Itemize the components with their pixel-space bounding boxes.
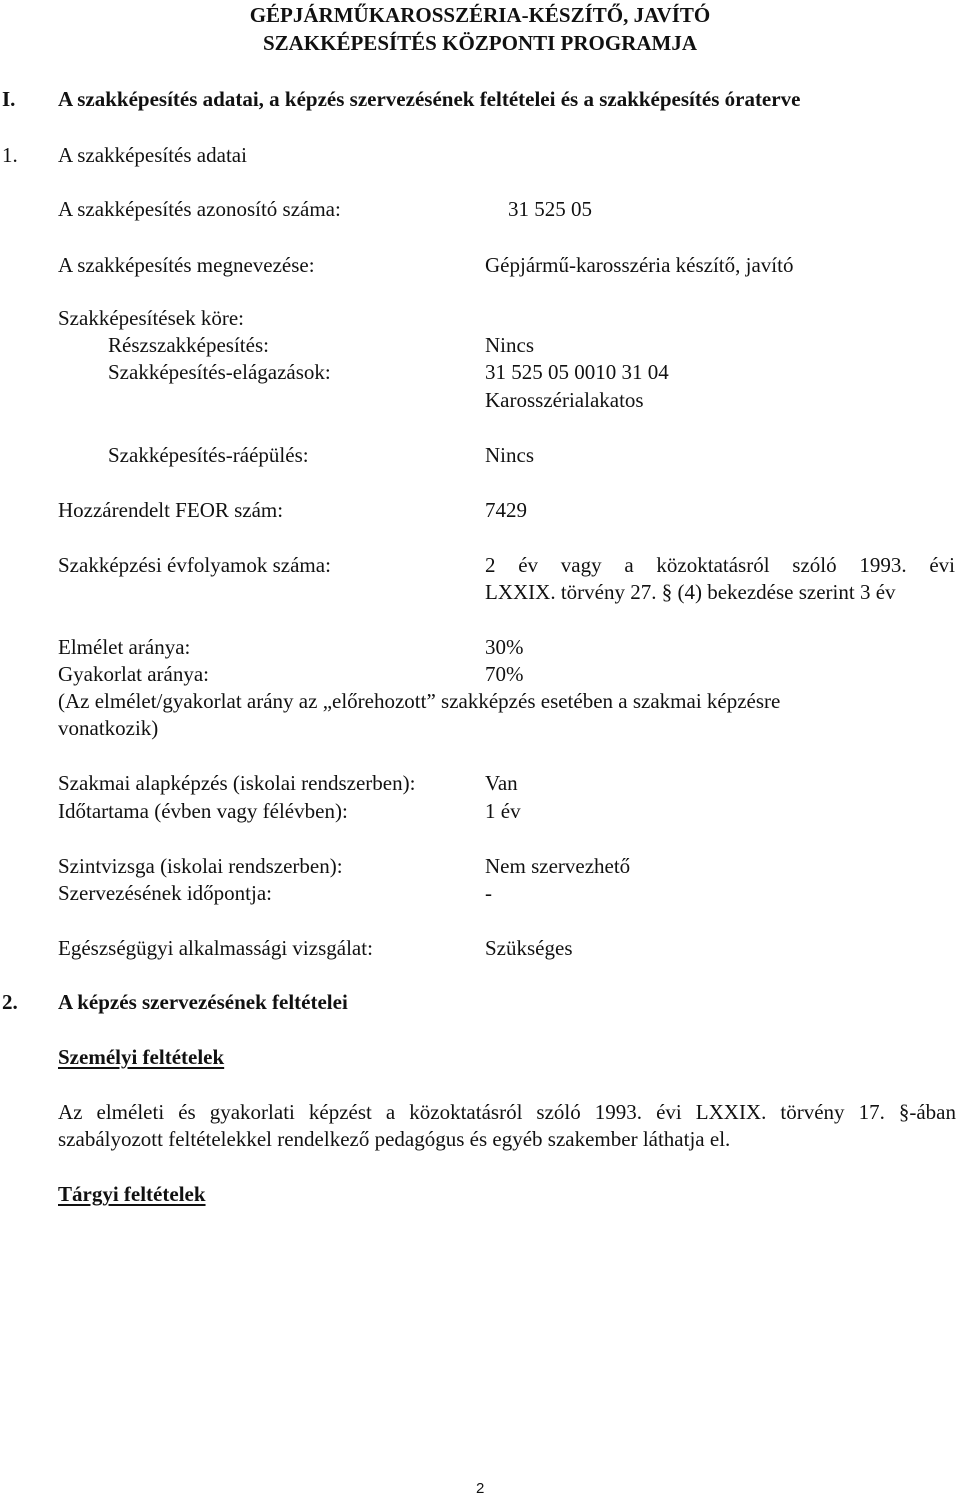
evfolyam-value-line1: 2 év vagy a közoktatásról szóló 1993. évi (485, 553, 955, 577)
egeszseg-value: Szükséges (485, 936, 573, 960)
szemelyi-text-line1: Az elméleti és gyakorlati képzést a közoktatásról szóló 1993. évi LXXIX. törvény 17. §-ában (58, 1100, 956, 1124)
subsection2-number: 2. (2, 990, 18, 1014)
targyi-heading: Tárgyi feltételek (58, 1182, 206, 1206)
egeszseg-label: Egészségügyi alkalmassági vizsgálat: (58, 936, 373, 960)
azonosito-label: A szakképesítés azonosító száma: (58, 197, 341, 221)
subsection2-title: A képzés szervezésének feltételei (58, 990, 348, 1014)
document-title-line1: GÉPJÁRMŰKAROSSZÉRIA-KÉSZÍTŐ, JAVÍTÓ (249, 3, 711, 27)
alapkepzes-label: Szakmai alapképzés (iskolai rendszerben): (58, 771, 416, 795)
arany-note-line2: vonatkozik) (58, 716, 159, 740)
section-title: A szakképesítés adatai, a képzés szervezésének feltételei és a szakképesítés óraterve (58, 87, 801, 111)
arany-note-line1: (Az elmélet/gyakorlat arány az „előrehozott” szakképzés esetében a szakmai képzésre (58, 689, 781, 713)
raepules-label: Szakképesítés-ráépülés: (108, 443, 309, 467)
feor-label: Hozzárendelt FEOR szám: (58, 498, 284, 522)
resz-label: Részszakképesítés: (108, 333, 269, 357)
elmelet-label: Elmélet aránya: (58, 635, 191, 659)
elmelet-value: 30% (485, 635, 524, 659)
elagazas-value-name: Karosszérialakatos (485, 388, 644, 412)
page-number: 2 (476, 1480, 485, 1497)
evfolyam-value-line2: LXXIX. törvény 27. § (4) bekezdése szerint 3 év (485, 580, 896, 604)
szintvizsga-label: Szintvizsga (iskolai rendszerben): (58, 854, 343, 878)
section-number: I. (2, 87, 16, 111)
gyakorlat-value: 70% (485, 662, 524, 686)
feor-value: 7429 (485, 498, 527, 522)
idopont-label: Szervezésének időpontja: (58, 881, 272, 905)
raepules-value: Nincs (485, 443, 534, 467)
szemelyi-heading: Személyi feltételek (58, 1045, 225, 1069)
megnevezes-value: Gépjármű-karosszéria készítő, javító (485, 253, 794, 277)
elagazas-value-code: 31 525 05 0010 31 04 (485, 360, 669, 384)
idotartam-label: Időtartama (évben vagy félévben): (58, 799, 348, 823)
gyakorlat-label: Gyakorlat aránya: (58, 662, 210, 686)
elagazas-label: Szakképesítés-elágazások: (108, 360, 331, 384)
resz-value: Nincs (485, 333, 534, 357)
szintvizsga-value: Nem szervezhető (485, 854, 631, 878)
idopont-value: - (485, 881, 492, 905)
evfolyam-label: Szakképzési évfolyamok száma: (58, 553, 331, 577)
megnevezes-label: A szakképesítés megnevezése: (58, 253, 315, 277)
subsection-title: A szakképesítés adatai (58, 143, 247, 167)
kore-label: Szakképesítések köre: (58, 306, 245, 330)
azonosito-value: 31 525 05 (508, 197, 592, 221)
document-title-line2: SZAKKÉPESÍTÉS KÖZPONTI PROGRAMJA (262, 31, 698, 55)
szemelyi-text-line2: szabályozott feltételekkel rendelkező pedagógus és egyéb szakember láthatja el. (58, 1127, 731, 1151)
alapkepzes-value: Van (485, 771, 518, 795)
subsection-number: 1. (2, 143, 18, 167)
idotartam-value: 1 év (485, 799, 521, 823)
